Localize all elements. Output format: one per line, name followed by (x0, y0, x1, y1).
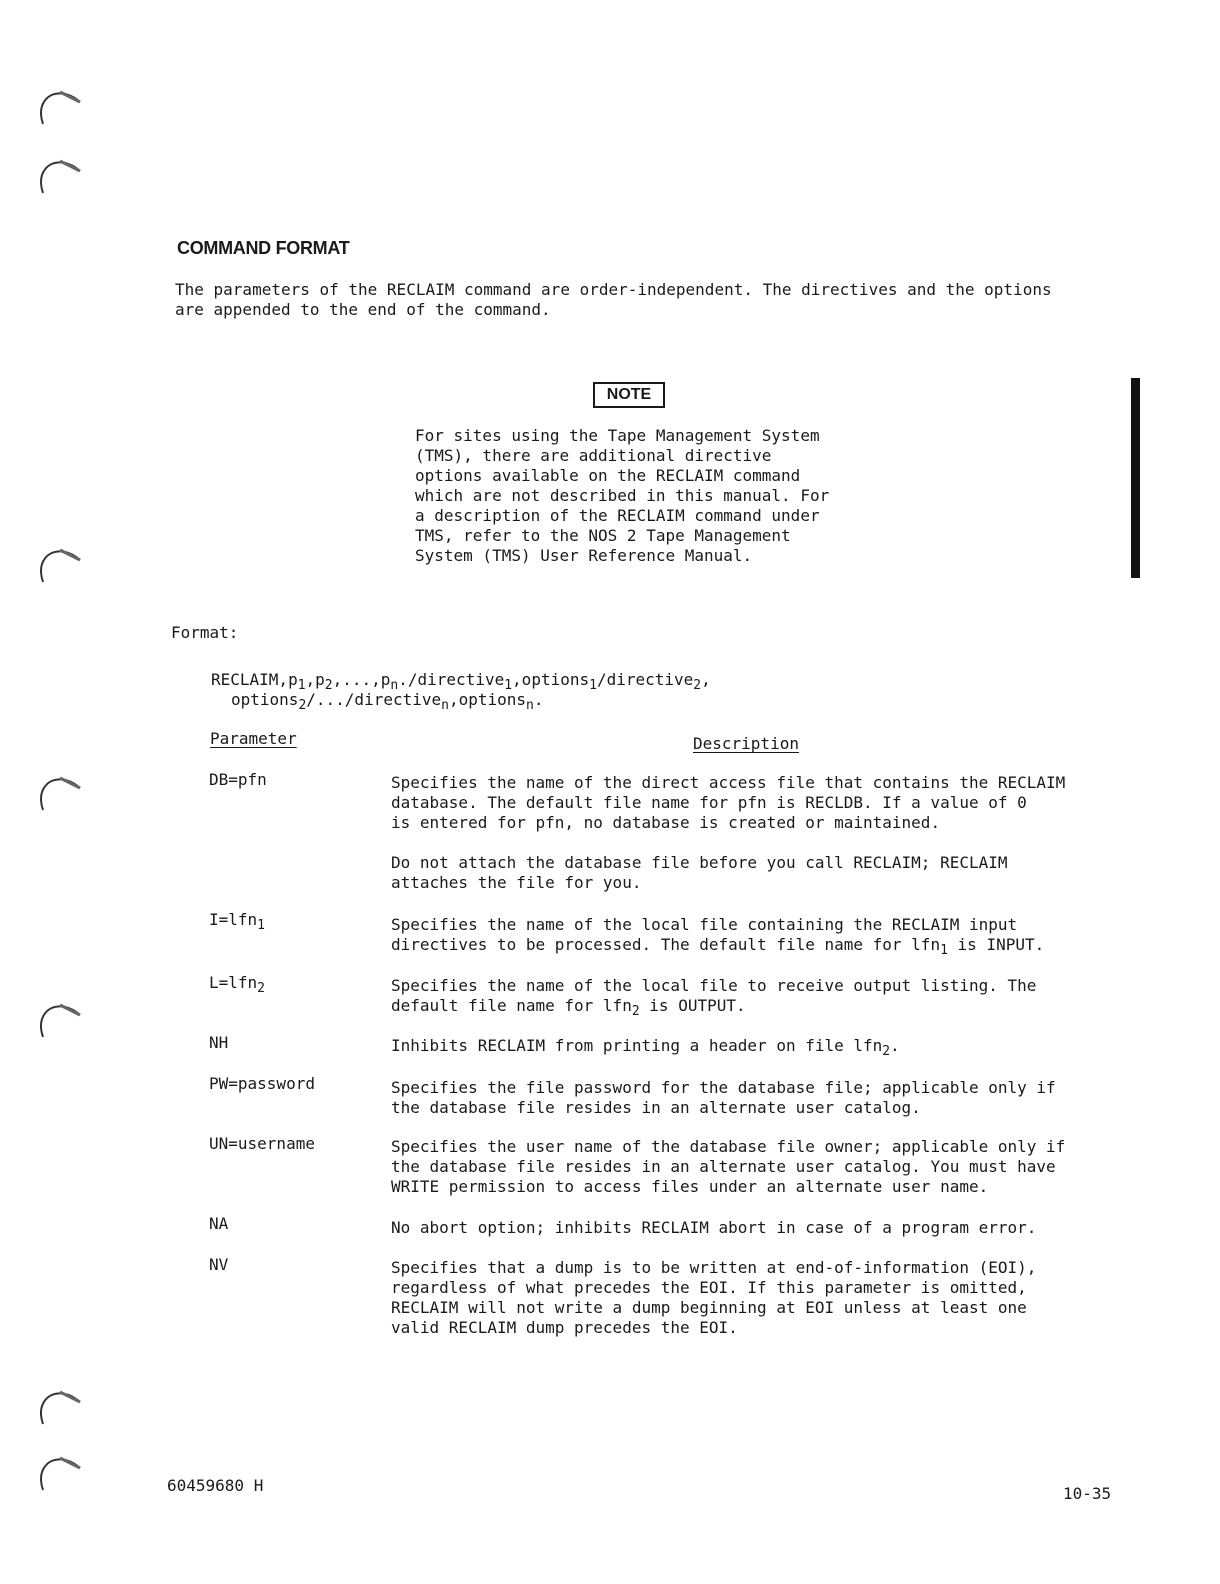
description-db-note: Do not attach the database file before you call RECLAIM; RECLAIM attaches the file for you. (391, 853, 1008, 892)
intro-paragraph: The parameters of the RECLAIM command are order-independent. The directives and the options are appended to the end of the command. (175, 280, 1052, 319)
page-number: 10-35 (1063, 1484, 1112, 1503)
punch-hole-mark (36, 542, 84, 586)
punch-hole-mark (36, 1384, 84, 1428)
format-syntax-line-2: options$_2$/.../directive$_n$,options$_n$. (231, 690, 544, 713)
note-text: For sites using the Tape Management System (TMS), there are additional directive options available on the RECLAIM command which are not described in this manual. For a description of the RECLAIM command under TMS, refer to the NOS 2 Tape Management System (TMS) User Reference Manual. (415, 426, 830, 565)
description-nv: Specifies that a dump is to be written at end-of-information (EOI), regardless of what precedes the EOI. If this parameter is omitted, RECLAIM will not write a dump beginning at EOI unless at least one valid RECLAIM dump precedes the EOI. (391, 1258, 1037, 1337)
punch-hole-mark (36, 153, 84, 197)
change-bar (1131, 378, 1140, 578)
punch-hole-mark (36, 84, 84, 128)
description-na: No abort option; inhibits RECLAIM abort in case of a program error. (391, 1218, 1037, 1237)
parameter-un: UN=username (209, 1134, 315, 1153)
note-label: NOTE (593, 382, 665, 408)
column-header-parameter: Parameter (210, 729, 297, 748)
format-label: Format: (171, 623, 239, 642)
document-number: 60459680 H (167, 1476, 264, 1495)
column-header-description: Description (693, 734, 799, 753)
punch-hole-mark (36, 997, 84, 1041)
description-l: Specifies the name of the local file to receive output listing. The default file name for lfn$_2$ is OUTPUT. (391, 976, 1037, 1019)
description-db: Specifies the name of the direct access file that contains the RECLAIM database. The default file name for pfn is RECLDB. If a value of 0 is entered for pfn, no database is created or maintained. (391, 773, 1066, 832)
parameter-nh: NH (209, 1033, 229, 1052)
punch-hole-mark (36, 1450, 84, 1494)
parameter-nv: NV (209, 1255, 229, 1274)
parameter-i: I=lfn$_1$ (209, 910, 265, 933)
parameter-db: DB=pfn (209, 770, 267, 789)
parameter-pw: PW=password (209, 1074, 315, 1093)
section-heading: COMMAND FORMAT (177, 238, 350, 258)
description-un: Specifies the user name of the database file owner; applicable only if the database file resides in an alternate user catalog. You must have WRITE permission to access files under an alternate user name. (391, 1137, 1066, 1196)
parameter-na: NA (209, 1214, 229, 1233)
punch-hole-mark (36, 770, 84, 814)
parameter-l: L=lfn$_2$ (209, 973, 265, 996)
description-pw: Specifies the file password for the database file; applicable only if the database file resides in an alternate user catalog. (391, 1078, 1056, 1117)
description-i: Specifies the name of the local file containing the RECLAIM input directives to be processed. The default file name for lfn$_1$ is INPUT. (391, 915, 1045, 958)
format-syntax-line-1: $RECLAIM,p_1,p_2,...,p_n./directive_1,options_1/directive_2$, (211, 670, 711, 693)
description-nh: Inhibits RECLAIM from printing a header on file lfn$_2$. (391, 1036, 900, 1059)
